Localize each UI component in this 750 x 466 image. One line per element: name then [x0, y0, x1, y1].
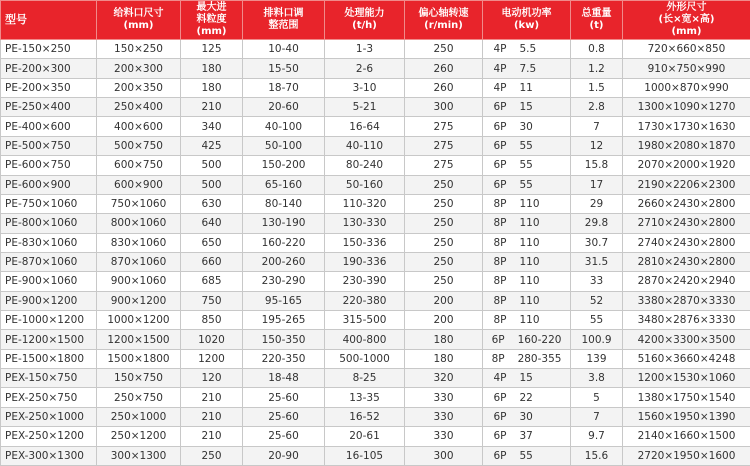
motor-kw: 37 — [519, 430, 533, 443]
table-row — [1, 272, 750, 291]
cell-weight: 0.8 — [571, 40, 623, 59]
cell-feed-opening: 830×1060 — [97, 233, 181, 252]
cell-dimensions: 1380×1750×1540 — [623, 388, 750, 407]
cell-feed-opening: 150×750 — [97, 369, 181, 388]
table-row — [1, 311, 750, 330]
cell-power — [483, 175, 571, 194]
header-feed-opening — [97, 1, 181, 40]
cell-discharge: 40-100 — [243, 117, 325, 136]
cell-model: PEX-150×750 — [1, 369, 97, 388]
cell-speed: 250 — [405, 40, 483, 59]
cell-dimensions: 1560×1950×1390 — [623, 407, 750, 426]
cell-capacity: 13-35 — [325, 388, 405, 407]
cell-discharge: 95-165 — [243, 291, 325, 310]
cell-model: PE-900×1060 — [1, 272, 97, 291]
cell-speed: 250 — [405, 214, 483, 233]
cell-weight: 100.9 — [571, 330, 623, 349]
cell-speed: 260 — [405, 78, 483, 97]
cell-capacity: 110-320 — [325, 194, 405, 213]
motor-pole: 8P — [493, 294, 507, 307]
cell-power — [483, 446, 571, 465]
cell-dimensions: 910×750×990 — [623, 59, 750, 78]
motor-pole: 6P — [493, 391, 507, 404]
table-row — [1, 194, 750, 213]
cell-max-feed: 425 — [181, 136, 243, 155]
cell-max-feed: 685 — [181, 272, 243, 291]
cell-weight: 15.8 — [571, 156, 623, 175]
cell-power — [483, 427, 571, 446]
cell-max-feed: 660 — [181, 252, 243, 271]
motor-pole: 8P — [493, 314, 507, 327]
header-line: (mm) — [671, 26, 702, 37]
table-row — [1, 136, 750, 155]
cell-capacity: 130-330 — [325, 214, 405, 233]
cell-power — [483, 388, 571, 407]
cell-power — [483, 214, 571, 233]
cell-feed-opening: 1000×1200 — [97, 311, 181, 330]
cell-max-feed: 750 — [181, 291, 243, 310]
cell-capacity: 1-3 — [325, 40, 405, 59]
cell-capacity: 230-390 — [325, 272, 405, 291]
header-row — [1, 1, 750, 40]
cell-feed-opening: 600×750 — [97, 156, 181, 175]
motor-pole: 4P — [493, 43, 507, 56]
cell-feed-opening: 400×600 — [97, 117, 181, 136]
cell-capacity: 3-10 — [325, 78, 405, 97]
cell-feed-opening: 150×250 — [97, 40, 181, 59]
cell-model: PE-150×250 — [1, 40, 97, 59]
cell-power — [483, 272, 571, 291]
motor-kw: 7.5 — [519, 62, 537, 75]
cell-model: PEX-250×1000 — [1, 407, 97, 426]
cell-capacity: 16-52 — [325, 407, 405, 426]
cell-max-feed: 340 — [181, 117, 243, 136]
cell-dimensions: 5160×3660×4248 — [623, 349, 750, 368]
motor-pole: 8P — [493, 198, 507, 211]
cell-discharge: 130-190 — [243, 214, 325, 233]
cell-max-feed: 210 — [181, 427, 243, 446]
table-row — [1, 369, 750, 388]
motor-kw: 280-355 — [517, 352, 562, 365]
motor-pole: 4P — [493, 81, 507, 94]
motor-kw: 30 — [519, 411, 533, 423]
motor-kw: 5.5 — [519, 43, 537, 56]
motor-pole: 6P — [493, 430, 507, 443]
motor-kw: 110 — [519, 256, 540, 269]
motor-pole: 6P — [493, 178, 507, 191]
motor-kw: 55 — [519, 178, 533, 191]
cell-discharge: 15-50 — [243, 59, 325, 78]
cell-speed: 250 — [405, 233, 483, 252]
cell-feed-opening: 200×300 — [97, 59, 181, 78]
cell-model: PE-800×1060 — [1, 214, 97, 233]
cell-max-feed: 500 — [181, 156, 243, 175]
header-line: 外形尺寸 — [666, 2, 707, 13]
cell-model: PE-1500×1800 — [1, 349, 97, 368]
cell-discharge: 50-100 — [243, 136, 325, 155]
table-row — [1, 59, 750, 78]
motor-pole: 6P — [493, 449, 507, 462]
motor-kw: 160-220 — [517, 333, 562, 346]
motor-kw: 110 — [519, 198, 540, 211]
cell-max-feed: 630 — [181, 194, 243, 213]
motor-kw: 30 — [519, 120, 533, 133]
cell-dimensions: 2140×1660×1500 — [623, 427, 750, 446]
cell-power — [483, 233, 571, 252]
cell-power — [483, 311, 571, 330]
header-line: 型号 — [5, 13, 27, 26]
motor-kw: 110 — [519, 314, 540, 327]
cell-weight: 12 — [571, 136, 623, 155]
cell-max-feed: 180 — [181, 78, 243, 97]
cell-power — [483, 156, 571, 175]
cell-max-feed: 1020 — [181, 330, 243, 349]
cell-speed: 250 — [405, 252, 483, 271]
cell-speed: 330 — [405, 427, 483, 446]
cell-power — [483, 349, 571, 368]
cell-feed-opening: 250×750 — [97, 388, 181, 407]
cell-power — [483, 369, 571, 388]
cell-discharge: 150-200 — [243, 156, 325, 175]
table-row — [1, 388, 750, 407]
header-weight — [571, 1, 623, 40]
cell-max-feed: 210 — [181, 388, 243, 407]
motor-kw: 11 — [519, 81, 533, 94]
motor-pole: 6P — [493, 101, 507, 114]
cell-speed: 200 — [405, 311, 483, 330]
motor-kw: 110 — [519, 217, 540, 230]
cell-speed: 275 — [405, 117, 483, 136]
cell-speed: 250 — [405, 194, 483, 213]
cell-dimensions: 2740×2430×2800 — [623, 233, 750, 252]
cell-feed-opening: 1500×1800 — [97, 349, 181, 368]
cell-power — [483, 117, 571, 136]
header-max-feed — [181, 1, 243, 40]
table-row — [1, 349, 750, 368]
table-row — [1, 407, 750, 426]
cell-discharge: 200-260 — [243, 252, 325, 271]
cell-dimensions: 2190×2206×2300 — [623, 175, 750, 194]
cell-capacity: 40-110 — [325, 136, 405, 155]
header-model — [1, 1, 97, 40]
cell-discharge: 65-160 — [243, 175, 325, 194]
table-row — [1, 446, 750, 465]
cell-capacity: 20-61 — [325, 427, 405, 446]
cell-power — [483, 78, 571, 97]
cell-max-feed: 650 — [181, 233, 243, 252]
motor-pole: 4P — [493, 62, 507, 75]
cell-model: PE-1000×1200 — [1, 311, 97, 330]
header-line: 最大进 — [196, 2, 227, 13]
cell-weight: 3.8 — [571, 369, 623, 388]
motor-kw: 22 — [519, 391, 533, 404]
header-dimensions — [623, 1, 750, 40]
cell-feed-opening: 250×1200 — [97, 427, 181, 446]
cell-weight: 7 — [571, 117, 623, 136]
motor-pole: 4P — [493, 372, 507, 385]
cell-power — [483, 194, 571, 213]
cell-max-feed: 1200 — [181, 349, 243, 368]
table-row — [1, 156, 750, 175]
motor-pole: 8P — [493, 217, 507, 230]
cell-model: PE-600×900 — [1, 175, 97, 194]
cell-capacity: 16-105 — [325, 446, 405, 465]
cell-power — [483, 136, 571, 155]
header-line: (r/min) — [424, 20, 463, 31]
cell-max-feed: 120 — [181, 369, 243, 388]
cell-power — [483, 59, 571, 78]
cell-dimensions: 2720×1950×1600 — [623, 446, 750, 465]
cell-weight: 29 — [571, 194, 623, 213]
cell-weight: 15.6 — [571, 446, 623, 465]
cell-weight: 17 — [571, 175, 623, 194]
cell-weight: 33 — [571, 272, 623, 291]
cell-discharge: 18-48 — [243, 369, 325, 388]
table-row — [1, 427, 750, 446]
cell-discharge: 25-60 — [243, 388, 325, 407]
motor-pole: 8P — [491, 352, 505, 365]
motor-kw: 15 — [519, 101, 533, 114]
header-line: 处理能力 — [344, 8, 385, 19]
cell-capacity: 315-500 — [325, 311, 405, 330]
cell-weight: 1.2 — [571, 59, 623, 78]
cell-discharge: 195-265 — [243, 311, 325, 330]
cell-discharge: 10-40 — [243, 40, 325, 59]
table-row — [1, 78, 750, 97]
cell-weight: 139 — [571, 349, 623, 368]
cell-max-feed: 180 — [181, 59, 243, 78]
cell-weight: 31.5 — [571, 252, 623, 271]
header-line: 偏心轴转速 — [418, 8, 469, 19]
cell-model: PE-200×300 — [1, 59, 97, 78]
cell-dimensions: 1000×870×990 — [623, 78, 750, 97]
header-line: 料粒度 — [196, 14, 227, 25]
cell-model: PE-600×750 — [1, 156, 97, 175]
table-row — [1, 291, 750, 310]
cell-discharge: 25-60 — [243, 427, 325, 446]
cell-capacity: 16-64 — [325, 117, 405, 136]
cell-model: PEX-250×1200 — [1, 427, 97, 446]
cell-model: PE-500×750 — [1, 136, 97, 155]
cell-feed-opening: 300×1300 — [97, 446, 181, 465]
table-body — [1, 40, 750, 466]
motor-kw: 110 — [519, 236, 540, 249]
cell-weight: 52 — [571, 291, 623, 310]
cell-discharge: 20-90 — [243, 446, 325, 465]
table-header — [1, 1, 750, 40]
cell-feed-opening: 800×1060 — [97, 214, 181, 233]
cell-speed: 275 — [405, 156, 483, 175]
cell-dimensions: 4200×3300×3500 — [623, 330, 750, 349]
cell-dimensions: 1200×1530×1060 — [623, 369, 750, 388]
cell-weight: 9.7 — [571, 427, 623, 446]
cell-speed: 180 — [405, 349, 483, 368]
cell-speed: 275 — [405, 136, 483, 155]
table-row — [1, 40, 750, 59]
header-discharge — [243, 1, 325, 40]
header-line: 给料口尺寸 — [113, 8, 164, 19]
table-row — [1, 175, 750, 194]
cell-model: PE-200×350 — [1, 78, 97, 97]
motor-pole: 6P — [493, 139, 507, 152]
cell-speed: 250 — [405, 272, 483, 291]
cell-capacity: 5-21 — [325, 98, 405, 117]
cell-feed-opening: 200×350 — [97, 78, 181, 97]
cell-discharge: 150-350 — [243, 330, 325, 349]
table-row — [1, 330, 750, 349]
cell-speed: 330 — [405, 407, 483, 426]
header-speed — [405, 1, 483, 40]
header-line: 总重量 — [581, 8, 612, 19]
cell-speed: 260 — [405, 59, 483, 78]
table-row — [1, 98, 750, 117]
cell-model: PE-400×600 — [1, 117, 97, 136]
cell-dimensions: 2660×2430×2800 — [623, 194, 750, 213]
motor-pole: 6P — [493, 411, 507, 423]
cell-model: PEX-300×1300 — [1, 446, 97, 465]
header-line: (kw) — [513, 20, 540, 31]
cell-max-feed: 210 — [181, 98, 243, 117]
cell-max-feed: 250 — [181, 446, 243, 465]
cell-capacity: 500-1000 — [325, 349, 405, 368]
header-line: (mm) — [123, 20, 154, 31]
header-capacity — [325, 1, 405, 40]
cell-power — [483, 407, 571, 426]
cell-model: PE-830×1060 — [1, 233, 97, 252]
cell-model: PE-750×1060 — [1, 194, 97, 213]
cell-model: PE-870×1060 — [1, 252, 97, 271]
cell-feed-opening: 900×1060 — [97, 272, 181, 291]
cell-discharge: 80-140 — [243, 194, 325, 213]
cell-dimensions: 1300×1090×1270 — [623, 98, 750, 117]
motor-kw: 55 — [519, 139, 533, 152]
cell-speed: 300 — [405, 446, 483, 465]
cell-feed-opening: 500×750 — [97, 136, 181, 155]
cell-feed-opening: 600×900 — [97, 175, 181, 194]
cell-feed-opening: 900×1200 — [97, 291, 181, 310]
header-line: (t) — [589, 20, 604, 31]
cell-discharge: 18-70 — [243, 78, 325, 97]
cell-feed-opening: 750×1060 — [97, 194, 181, 213]
header-line: 排料口调 — [263, 8, 304, 19]
cell-speed: 200 — [405, 291, 483, 310]
cell-model: PE-1200×1500 — [1, 330, 97, 349]
motor-pole: 6P — [491, 333, 505, 346]
table-row — [1, 252, 750, 271]
cell-discharge: 25-60 — [243, 407, 325, 426]
cell-dimensions: 2810×2430×2800 — [623, 252, 750, 271]
cell-capacity: 150-336 — [325, 233, 405, 252]
table-row — [1, 214, 750, 233]
cell-feed-opening: 1200×1500 — [97, 330, 181, 349]
cell-power — [483, 40, 571, 59]
cell-power — [483, 98, 571, 117]
cell-dimensions: 3380×2870×3330 — [623, 291, 750, 310]
cell-weight: 5 — [571, 388, 623, 407]
cell-weight: 1.5 — [571, 78, 623, 97]
cell-discharge: 220-350 — [243, 349, 325, 368]
cell-capacity: 400-800 — [325, 330, 405, 349]
cell-capacity: 2-6 — [325, 59, 405, 78]
motor-pole: 6P — [493, 120, 507, 133]
cell-feed-opening: 250×1000 — [97, 407, 181, 426]
cell-discharge: 230-290 — [243, 272, 325, 291]
motor-kw: 110 — [519, 275, 540, 288]
motor-pole: 8P — [493, 275, 507, 288]
cell-capacity: 80-240 — [325, 156, 405, 175]
header-line: (t/h) — [352, 20, 377, 31]
cell-max-feed: 125 — [181, 40, 243, 59]
cell-speed: 320 — [405, 369, 483, 388]
motor-pole: 8P — [493, 236, 507, 249]
cell-power — [483, 291, 571, 310]
cell-discharge: 20-60 — [243, 98, 325, 117]
cell-weight: 30.7 — [571, 233, 623, 252]
header-line: 电动机功率 — [501, 8, 552, 19]
motor-kw: 55 — [519, 449, 533, 462]
cell-weight: 2.8 — [571, 98, 623, 117]
cell-dimensions: 2710×2430×2800 — [623, 214, 750, 233]
cell-feed-opening: 870×1060 — [97, 252, 181, 271]
cell-max-feed: 210 — [181, 407, 243, 426]
cell-dimensions: 3480×2876×3330 — [623, 311, 750, 330]
cell-capacity: 50-160 — [325, 175, 405, 194]
cell-speed: 180 — [405, 330, 483, 349]
motor-kw: 15 — [519, 372, 533, 385]
cell-model: PE-250×400 — [1, 98, 97, 117]
cell-max-feed: 640 — [181, 214, 243, 233]
cell-dimensions: 2070×2000×1920 — [623, 156, 750, 175]
cell-power — [483, 252, 571, 271]
cell-max-feed: 850 — [181, 311, 243, 330]
cell-weight: 7 — [571, 407, 623, 426]
cell-capacity: 190-336 — [325, 252, 405, 271]
cell-speed: 250 — [405, 175, 483, 194]
cell-weight: 55 — [571, 311, 623, 330]
cell-speed: 330 — [405, 388, 483, 407]
cell-capacity: 220-380 — [325, 291, 405, 310]
cell-dimensions: 1980×2080×1870 — [623, 136, 750, 155]
motor-kw: 110 — [519, 294, 540, 307]
table-row — [1, 233, 750, 252]
table-row — [1, 117, 750, 136]
cell-dimensions: 720×660×850 — [623, 40, 750, 59]
motor-kw: 55 — [519, 159, 533, 172]
cell-feed-opening: 250×400 — [97, 98, 181, 117]
header-power — [483, 1, 571, 40]
cell-power — [483, 330, 571, 349]
header-line: 整范围 — [268, 20, 299, 31]
header-line: (长×宽×高) — [658, 14, 715, 25]
cell-capacity: 8-25 — [325, 369, 405, 388]
motor-pole: 6P — [493, 159, 507, 172]
cell-model: PE-900×1200 — [1, 291, 97, 310]
cell-dimensions: 2870×2420×2940 — [623, 272, 750, 291]
motor-pole: 8P — [493, 256, 507, 269]
header-line: (mm) — [196, 26, 227, 37]
cell-speed: 300 — [405, 98, 483, 117]
cell-discharge: 160-220 — [243, 233, 325, 252]
cell-dimensions: 1730×1730×1630 — [623, 117, 750, 136]
cell-model: PEX-250×750 — [1, 388, 97, 407]
cell-weight: 29.8 — [571, 214, 623, 233]
cell-max-feed: 500 — [181, 175, 243, 194]
